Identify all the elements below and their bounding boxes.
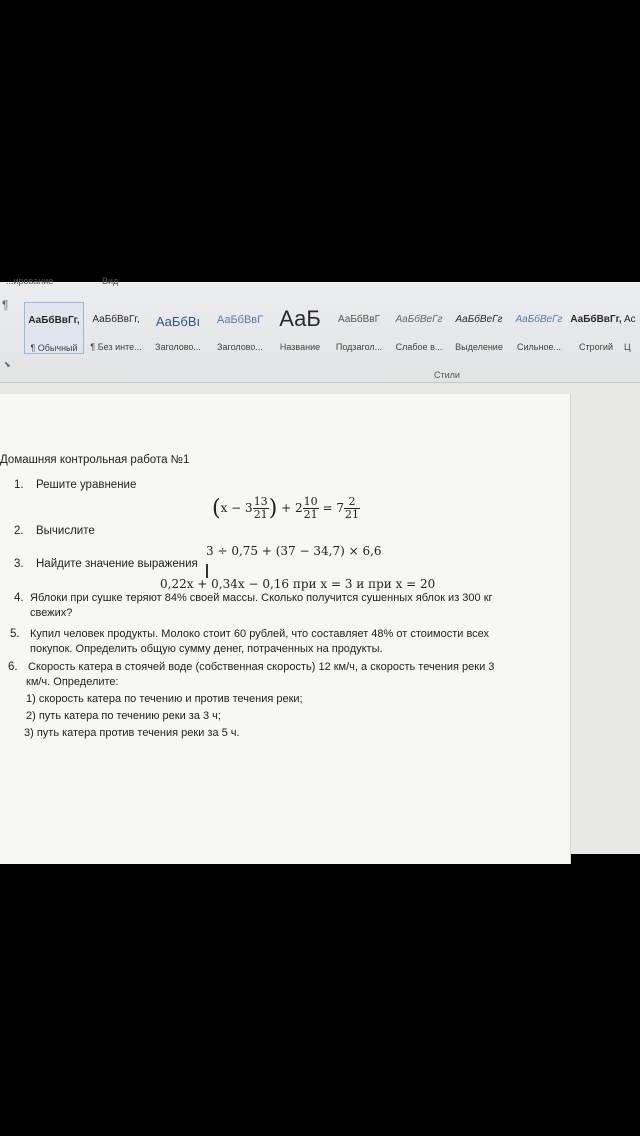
style-emphasis[interactable]: АаБбВеГг Выделение — [455, 314, 503, 352]
style-no-spacing[interactable]: АаБбВвГг, ¶ Без инте... — [90, 314, 142, 352]
subitem-1: 1) скорость катера по течению и против течения реки; — [26, 693, 303, 705]
document-content — [0, 282, 640, 854]
item-4-text: Яблоки при сушке теряют 84% своей массы. Сколько получится сушенных яблок из 300 кг — [30, 592, 493, 604]
style-subtle-emphasis[interactable]: АаБбВеГг Слабое в... — [395, 314, 443, 352]
item-6-text-line2: км/ч. Определите: — [26, 676, 119, 688]
style-strong[interactable]: АаБбВвГг, Строгий — [570, 314, 622, 352]
formula-equation: (x − 3 $\frac{13}{21}$ ) + 2 $\frac{10}{21}$ = 7 $\frac{2}{21}$ — [212, 495, 359, 521]
pilcrow-icon[interactable]: ¶ — [2, 298, 9, 312]
item-5-text: Купил человек продукты. Молоко стоит 60 рублей, что составляет 48% от стоимости всех — [30, 628, 490, 640]
text-cursor — [206, 564, 208, 578]
formula-compute: 3 ÷ 0,75 + (37 − 34,7) × 6,6 — [206, 544, 382, 558]
formula-expression: 0,22x + 0,34x − 0,16 при x = 3 и при x = 20 — [160, 577, 436, 591]
styles-group-label: Стили — [434, 370, 460, 380]
document-title: Домашняя контрольная работа №1 — [0, 454, 190, 466]
style-normal[interactable]: АаБбВвГг, ¶ Обычный — [24, 302, 84, 354]
tab-review[interactable]: ...ирование — [6, 276, 54, 286]
style-subtitle[interactable]: АаБбВвГ Подзагол... — [335, 314, 383, 352]
item-3-text: Найдите значение выражения — [36, 558, 198, 570]
item-4-number: 4. — [14, 592, 24, 604]
subitem-3: 3) путь катера против течения реки за 5 ч. — [24, 727, 240, 739]
item-1-number: 1. — [14, 479, 24, 491]
item-5-number: 5. — [10, 628, 20, 640]
item-1-text: Решите уравнение — [36, 479, 137, 491]
tab-view[interactable]: Вид — [102, 276, 119, 286]
item-5-text-line2: покупок. Определить общую сумму денег, потраченных на продукты. — [30, 643, 383, 655]
style-heading-1[interactable]: АаБбВı Заголово... — [155, 314, 201, 352]
style-title[interactable]: АаБ Название — [279, 306, 321, 352]
item-2-text: Вычислите — [36, 525, 95, 537]
dialog-launcher-icon[interactable]: ⬊ — [4, 360, 11, 369]
style-heading-2[interactable]: АаБбВвГ Заголово... — [216, 314, 264, 352]
style-quote[interactable]: Ас Ц — [624, 314, 636, 352]
photo-frame — [0, 276, 640, 854]
style-intense-emphasis[interactable]: АаБбВеГг Сильное... — [515, 314, 563, 352]
item-4-text-line2: свежих? — [30, 607, 73, 619]
item-3-number: 3. — [14, 558, 24, 570]
item-6-number: 6. — [8, 661, 18, 673]
subitem-2: 2) путь катера по течению реки за 3 ч; — [26, 710, 221, 722]
item-2-number: 2. — [14, 525, 24, 537]
item-6-text: Скорость катера в стоячей воде (собственная скорость) 12 км/ч, а скорость течения реки 3 — [28, 661, 495, 673]
